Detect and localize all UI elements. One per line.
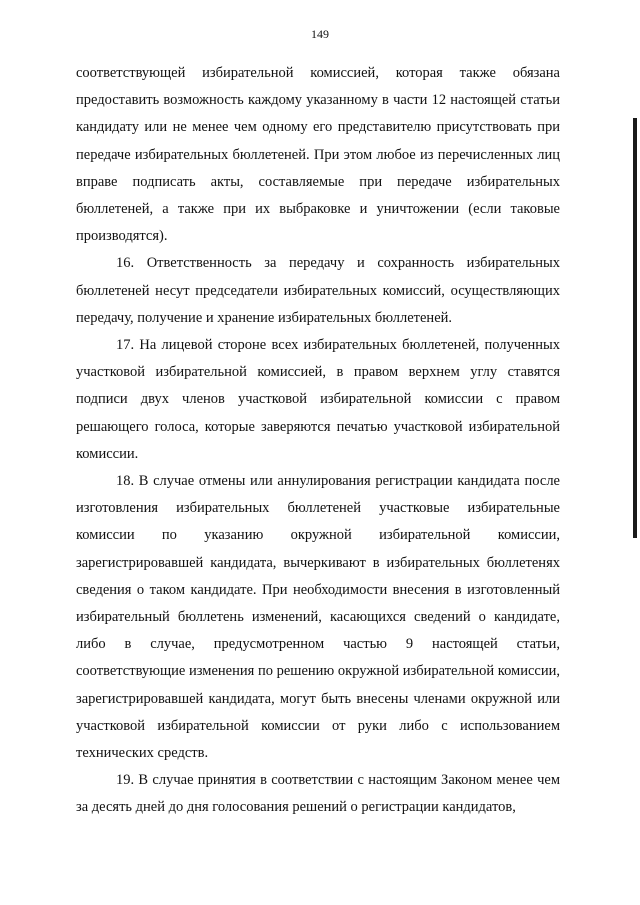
paragraph-19: 19. В случае принятия в соответствии с настоящим Законом менее чем за десять дней до дня голосования решений о регистрации кандидатов, — [76, 772, 560, 816]
page-number: 149 — [311, 27, 329, 41]
scan-edge-mark — [633, 118, 637, 538]
paragraph-18: 18. В случае отмены или аннулирования регистрации кандидата после изготовления избирательных бюллетеней участковые избирательные комиссии по указанию окружной избирательной комиссии, зарегистрировавшей кандидата, вычеркивают в избирательных бюллетенях сведения о таком кандидате. При необходимости внесения в изготовленный избирательный бюллетень изменений, касающихся сведений о кандидате, либо в случае, предусмотренном частью 9 настоящей статьи, соответствующие изменения по решению окружной избирательной комиссии, зарегистрировавшей кандидата, могут быть внесены членами окружной или участковой избирательной комиссии от руки либо с использованием технических средств. — [76, 473, 560, 762]
paragraph-16: 16. Ответственность за передачу и сохранность избирательных бюллетеней несут председатели избирательных комиссий, осуществляющих передачу, получение и хранение избирательных бюллетеней. — [76, 255, 560, 326]
paragraph-17: 17. На лицевой стороне всех избирательных бюллетеней, полученных участковой избирательной комиссией, в правом верхнем углу ставятся подписи двух членов участковой избирательной комиссии с правом решающего голоса, которые заверяются печатью участковой избирательной комиссии. — [76, 337, 560, 462]
paragraph-continuation: соответствующей избирательной комиссией, которая также обязана предоставить возможность каждому указанному в части 12 настоящей статьи кандидату или не менее чем одному его представителю присутствовать при передаче избирательных бюллетеней. При этом любое из перечисленных лиц вправе подписать акты, составляемые при передаче избирательных бюллетеней, а также при их выбраковке и уничтожении (если таковые производятся). — [76, 65, 560, 245]
document-body — [76, 60, 560, 822]
